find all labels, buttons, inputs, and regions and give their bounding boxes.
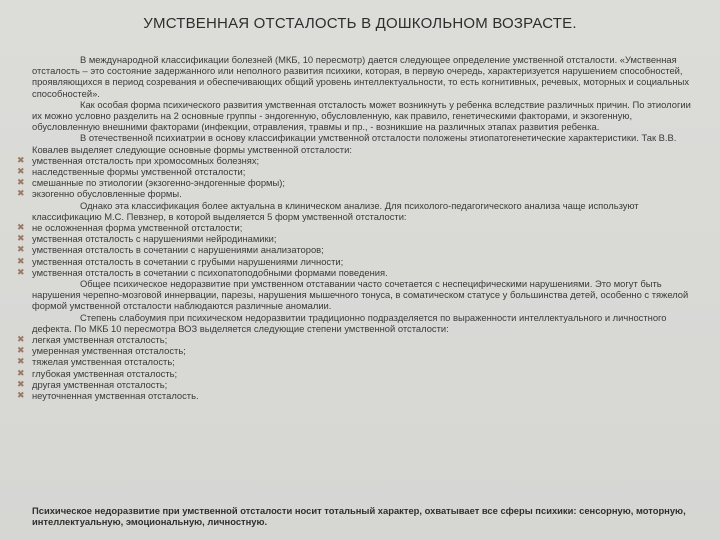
degrees-list	[17, 334, 694, 402]
list-item: ✖ глубокая умственная отсталость;	[17, 367, 178, 379]
list-item: ✖ экзогенно обусловленные формы.	[17, 188, 182, 200]
x-bullet-icon: ✖	[17, 166, 25, 177]
x-bullet-icon: ✖	[17, 188, 25, 199]
list-item: ✖ не осложненная форма умственной отсталости;	[17, 222, 243, 234]
x-bullet-icon: ✖	[17, 334, 25, 345]
x-bullet-icon: ✖	[17, 154, 25, 165]
list-item: ✖ умеренная умственная отсталость;	[17, 345, 186, 357]
kovalev-forms-list	[17, 154, 694, 200]
x-bullet-icon: ✖	[17, 233, 25, 244]
x-bullet-icon: ✖	[17, 367, 25, 378]
list-item: ✖ другая умственная отсталость;	[17, 378, 168, 390]
list-item: ✖ легкая умственная отсталость;	[17, 334, 168, 346]
list-item: ✖ умственная отсталость с нарушениями нейродинамики;	[17, 233, 277, 245]
slide-body	[17, 54, 694, 402]
x-bullet-icon: ✖	[17, 222, 25, 233]
x-bullet-icon: ✖	[17, 244, 25, 255]
paragraph-causes: Как особая форма психического развития умственная отсталость может возникнуть у ребенка вследствие различных причин. По этиологии их можно условно разделить на 2 основные группы - эндогенную, обусловленную, как правило, генетическими факторами, и экзогенную, обусловленную внешними факторами (инфекции, отравления, травмы и пр., - возникшие на различных этапах развития ребенка.	[32, 98, 691, 133]
list-item: ✖ неуточненная умственная отсталость.	[17, 390, 199, 402]
list-item: ✖ умственная отсталость в сочетании с психопатоподобными формами поведения.	[17, 266, 388, 278]
paragraph-definition: В международной классификации болезней (МКБ, 10 пересмотр) дается следующее определение умственной отсталости. «Умственная отсталость – это состояние задержанного или неполного развития психики, которая, в первую очередь, характеризуется нарушением способностей, проявляющихся в период созревания и обеспечивающих общий уровень интеллектуальности, то есть когнитивных, речевых, моторных и социальных способностей».	[32, 54, 690, 99]
x-bullet-icon: ✖	[17, 266, 25, 277]
slide-title: УМСТВЕННАЯ ОТСТАЛОСТЬ В ДОШКОЛЬНОМ ВОЗРАСТЕ.	[143, 15, 577, 32]
paragraph-kovalev-intro: В отечественной психиатрии в основу классификации умственной отсталости положены этиопатогенетические характеристики. Так В.В. Ковалев выделяет следующие основные формы умственной отсталости:	[32, 132, 677, 155]
list-item: ✖ умственная отсталость в сочетании с нарушениями анализаторов;	[17, 244, 324, 256]
paragraph-nonspecific: Общее психическое недоразвитие при умственном отставании часто сочетается с неспецифическими нарушениями. Это могут быть нарушения черепно-мозговой иннервации, парезы, нарушения мышечного тонуса, в соматическом статусе у большинства детей, особенно с тяжелой формой умственной отсталости наблюдаются различные аномалии.	[32, 278, 689, 312]
list-item: ✖ умственная отсталость в сочетании с грубыми нарушениями личности;	[17, 255, 344, 267]
pevzner-forms-list	[17, 222, 694, 278]
paragraph-degrees-intro: Степень слабоумия при психическом недоразвитии традиционно подразделяется по выраженности интеллектуального и личностного дефекта. По МКБ 10 пересмотра ВОЗ выделяется следующие степени умственной отсталости:	[32, 311, 667, 334]
paragraph-pevzner-intro: Однако эта классификация более актуальна в клиническом анализе. Для психолого-педагогического анализа чаще используют классификацию М.С. Певзнер, в которой выделяется 5 форм умственной отсталости:	[32, 199, 639, 222]
list-item: ✖ тяжелая умственная отсталость;	[17, 356, 175, 368]
list-item: ✖ смешанные по этиологии (экзогенно-эндогенные формы);	[17, 177, 285, 189]
x-bullet-icon: ✖	[17, 345, 25, 356]
list-item: ✖ умственная отсталость при хромосомных болезнях;	[17, 154, 260, 166]
footer-summary: Психическое недоразвитие при умственной отсталости носит тотальный характер, охватывает все сферы психики: сенсорную, моторную, интеллектуальную, эмоциональную, личностную.	[32, 505, 686, 528]
x-bullet-icon: ✖	[17, 378, 25, 389]
x-bullet-icon: ✖	[17, 255, 25, 266]
x-bullet-icon: ✖	[17, 177, 25, 188]
list-item: ✖ наследственные формы умственной отсталости;	[17, 166, 246, 178]
x-bullet-icon: ✖	[17, 356, 25, 367]
x-bullet-icon: ✖	[17, 390, 25, 401]
